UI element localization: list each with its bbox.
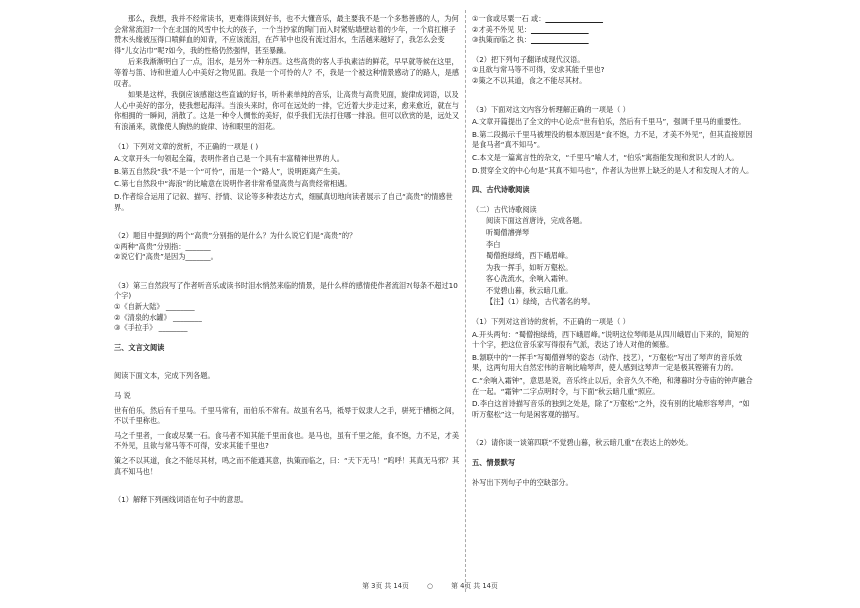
translate-line: ②策之不以其道，食之不能尽其材。 bbox=[472, 75, 587, 85]
section-heading: 三、文言文阅读 bbox=[114, 342, 165, 352]
question-stem: （2）请你谈一谈第四联“不觉碧山暮，秋云暗几重”在表达上的妙处。 bbox=[472, 438, 693, 448]
reading-intro: 阅读下面文本，完成下列各题。 bbox=[114, 371, 215, 381]
question-stem: （1）下列对这首诗的赏析，不正确的一项是（ ） bbox=[472, 317, 630, 327]
option: A.开头两句：“蜀僧抱绿绮，西下峨眉峰。”说明这位琴师是从四川峨眉山下来的，简短的十个字，把这位音乐家写得很有气派，表达了诗人对他的倾慕。 bbox=[472, 329, 749, 350]
classical-title: 马 说 bbox=[114, 391, 131, 401]
page-number-right: 第 4页 共 14页 bbox=[451, 582, 498, 590]
essay-paragraph: 如果是这样，我倒应该感谢这些直诚的好书，听朴素单纯的音乐，让高贵与高贵见面，旋律成词语，以及人心中美好的部分，使我想起海洋。当浪头来时，你可在远处的一排，它近着大步走过来，愈来愈近，就在与你相拥的一瞬间，消散了。这是一种令人惆怅的美好，似乎我们无法打住哪一排浪。但可以欣赏的是，远处又有浪涌来，就像使人胸热的旋律、诗和眼里的泪花。 bbox=[114, 90, 460, 131]
option: B.颔联中的“一挥手”写蜀僧弹琴的姿态（动作、技艺），“万壑松”写出了琴声的音乐效果，这两句用大自然宏伟的音响比喻琴声，使人感到这琴声一定是极其铿锵有力的。 bbox=[472, 352, 743, 373]
column-divider bbox=[465, 10, 466, 592]
poem-title: 听蜀僧濬弹琴 bbox=[486, 227, 530, 237]
poem-note: 【注】（1）绿绮，古代著名的琴。 bbox=[486, 297, 595, 307]
poem-line: 蜀僧抱绿绮，西下峨眉峰。 bbox=[486, 251, 573, 261]
answer-line: ②《清泉的水罐》 ________ bbox=[114, 312, 202, 322]
poem-line: 为我一挥手，如听万壑松。 bbox=[486, 262, 573, 272]
section-heading: 四、古代诗歌阅读 bbox=[472, 185, 530, 195]
option: B.第五自然段“我”不是一个“可怜”，而是一个“路人”，说明距离产生美。 bbox=[114, 166, 345, 176]
option: C.本文是一篇寓言性的杂文，“千里马”喻人才，“伯乐”寓指能发现和赏识人才的人。 bbox=[472, 152, 739, 162]
option: A.文章开篇提出了全文的中心论点“世有伯乐，然后有千里马”，强调千里马的重要性。 bbox=[472, 117, 746, 127]
binding-hole-icon: ○ bbox=[427, 582, 433, 590]
classical-paragraph: 策之不以其道，食之不能尽其材，鸣之而不能通其意，执策而临之，曰：“天下无马！”呜呼！其真无马邪？其真不知马也！ bbox=[114, 456, 460, 476]
essay-paragraph: 那么，我想，我并不经常读书，更难得读到好书，也不大懂音乐，最主要我不是一个多愁善感的人，为何会常常流泪?一个在北国的风雪中长大的孩子，一个当抄家的陶门而入时紧贴墙壁站着的少年，一个肩扛檩子赞木头缘被压得口喷鲜血的知青，不应该流泪，在芦苇中也没有流过泪水，生活越来越好了，我怎么会变得“儿女沾巾”呢?如今，我的性格仍然强悍，甚至暴躁。 bbox=[114, 14, 459, 55]
option: B.第二段揭示千里马被埋没的根本原因是“食不饱，力不足，才美不外见”，但其直接原因是食马者“真不知马”。 bbox=[472, 129, 753, 150]
page-number-left: 第 3页 共 14页 bbox=[362, 582, 409, 590]
answer-line: ①《自新大陆》 ________ bbox=[114, 302, 195, 312]
option: A.文章开头一句领起全篇，表明作者自己是一个具有丰富精神世界的人。 bbox=[114, 154, 344, 164]
question-stem: （1）下列对文章的赏析，不正确的一项是 ( ) bbox=[114, 141, 259, 151]
fill-intro: 补写出下列句子中的空缺部分。 bbox=[472, 477, 573, 487]
subsection-heading: （二）古代诗歌阅读 bbox=[472, 204, 537, 214]
translate-line: ①且欲与常马等不可得，安求其能千里也? bbox=[472, 65, 605, 75]
poem-author: 李白 bbox=[486, 239, 501, 249]
question-stem: （3）下面对这文内容分析理解正确的一项是（ ） bbox=[472, 104, 630, 114]
question-stem: （1）解释下列画线词语在句子中的意思。 bbox=[114, 495, 248, 505]
poem-line: 不觉碧山暮，秋云暗几重。 bbox=[486, 285, 573, 295]
answer-line: ①两种“高贵”分别指：_______ bbox=[114, 241, 211, 251]
right-column bbox=[472, 14, 756, 488]
answer-line: ③《手拉手》 ________ bbox=[114, 323, 188, 333]
option: D.贯穿全文的中心句是“其真不知马也”，作者认为世界上缺乏的是人才和发现人才的人。 bbox=[472, 165, 754, 175]
poem-line: 客心洗流水，余响入霜钟。 bbox=[486, 274, 573, 284]
classical-paragraph: 马之千里者，一食或尽粟一石。食马者不知其能千里而食也。是马也，虽有千里之能，食不饱，力不足，才美不外见，且欲与常马等不可得，安求其能千里也? bbox=[114, 430, 460, 451]
page-footer bbox=[0, 580, 860, 590]
section-heading: 五、情景默写 bbox=[472, 458, 516, 467]
question-stem: （3）第三自然段写了作者听音乐或读书时泪水悄然来临的情景，是什么样的感情使作者流泪?(每条不超过10个字) bbox=[114, 280, 458, 301]
question-stem: （2）题目中提到的两个“高贵”分别指的是什么？为什么说它们是“高贵”的？ bbox=[114, 231, 357, 241]
question-stem: （2）把下列句子翻译成现代汉语。 bbox=[472, 54, 585, 64]
definition-line: ①一食或尽粟一石 或：________________ bbox=[472, 14, 603, 23]
option: C.第七自然段中“海浪”的比喻意在说明作者非常希望高贵与高贵经常相遇。 bbox=[114, 179, 352, 189]
poem-block bbox=[472, 215, 756, 308]
option: C.“余响入霜钟”，意思是说，音乐终止以后，余音久久不绝，和薄暮时分寺庙的钟声融合在一起。“霜钟”二字点明时令，与下面“秋云暗几重”照应。 bbox=[472, 376, 753, 396]
essay-paragraph: 后来我渐渐明白了一点，泪水，是另外一种东西。这些高贵的客人手执素洁的鲜花，早早就等候在这里，等着与笛、诗和世道人心中美好之物见面。我是一个可怜的人？不，我是一个被这种情景感动了的路人，是感叹者。 bbox=[114, 57, 460, 88]
poem-intro: 阅读下面这首唐诗，完成各题。 bbox=[486, 216, 587, 226]
option: D.李白这首诗描写音乐的独到之处是，除了“万壑松”之外，没有别的比喻形容琴声，“如听万壑松”这一句是闲客观的描写。 bbox=[472, 399, 750, 419]
definition-line: ③执策而临之 执：________________ bbox=[472, 35, 589, 45]
answer-line: ②说它们“高贵”是因为_______。 bbox=[114, 252, 218, 262]
left-column bbox=[114, 14, 460, 506]
classical-paragraph: 世有伯乐，然后有千里马。千里马常有，而伯乐不常有。故虽有名马，祗辱于奴隶人之手，骈死于槽枥之间，不以千里称也。 bbox=[114, 405, 460, 426]
option: D.作者综合运用了记叙、描写、抒情、议论等多种表达方式，细腻真切地向读者展示了自己“高贵”的情感世界。 bbox=[114, 191, 453, 212]
definition-line: ②才美不外见 见：________________ bbox=[472, 24, 589, 34]
